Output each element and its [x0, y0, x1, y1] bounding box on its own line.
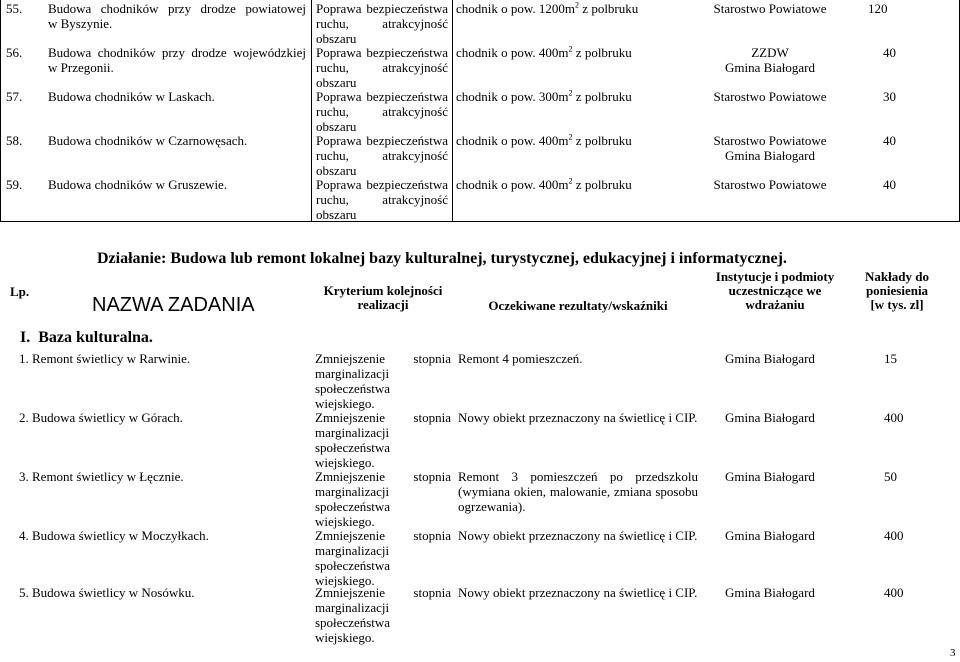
criterion-line: Zmniejszenie stopnia [315, 410, 451, 425]
expected-result: Remont 4 pomieszczeń. [458, 351, 583, 366]
table-row [0, 585, 960, 645]
criterion-line: społeczeństwa [315, 381, 391, 396]
criterion-line: wiejskiego. [315, 514, 375, 529]
institution: Starostwo Powiatowe [713, 89, 827, 104]
institution: Gmina Białogard [725, 148, 815, 163]
table-row [0, 469, 960, 529]
cost: 400 [884, 528, 904, 543]
table-row [0, 351, 960, 411]
cost: 120 [868, 1, 888, 16]
header-institutions-line: uczestniczące we [728, 283, 822, 298]
criterion-line: obszaru [316, 163, 357, 178]
expected-result: Nowy obiekt przeznaczony na świetlicę i CIP. [458, 585, 698, 600]
cost: 15 [884, 351, 897, 366]
task-name-line: Budowa chodników przy drodze powiatowej [48, 1, 306, 16]
header-task-name: NAZWA ZADANIA [92, 294, 255, 316]
institution: Starostwo Powiatowe [713, 1, 827, 16]
row-number: 58. [6, 133, 23, 148]
header-institutions-line: Instytucje i podmioty [715, 269, 835, 284]
row-number: 59. [6, 177, 23, 192]
cost: 40 [883, 133, 896, 148]
task-name-line: w Byszynie. [48, 16, 113, 31]
action-title: Działanie: Budowa lub remont lokalnej bazy kulturalnej, turystycznej, edukacyjnej i informatycznej. [97, 250, 787, 267]
cost: 40 [883, 45, 896, 60]
header-cost-line: poniesienia [865, 283, 929, 298]
institution: Starostwo Powiatowe [713, 133, 827, 148]
header-institutions-line: wdrażaniu [745, 297, 805, 312]
section-title: I. Baza kulturalna. [20, 329, 153, 346]
task-name: 5. Budowa świetlicy w Nosówku. [19, 585, 195, 600]
expected-result: chodnik o pow. $400m^2$ z polbruku [456, 176, 632, 192]
criterion-line: ruchu, atrakcyjność [316, 16, 448, 31]
task-name-line: w Przegonii. [48, 60, 114, 75]
criterion-line: wiejskiego. [315, 396, 375, 411]
cost: 400 [884, 410, 904, 425]
task-name: 1. Remont świetlicy w Rarwinie. [19, 351, 191, 366]
institution: ZZDW [751, 45, 789, 60]
criterion-line: społeczeństwa [315, 440, 391, 455]
task-name-line: Budowa chodników w Laskach. [48, 89, 215, 104]
row-56 [0, 44, 960, 89]
institution: Gmina Białogard [725, 351, 815, 366]
criterion-line: ruchu, atrakcyjność [316, 192, 448, 207]
header-lp: Lp. [10, 284, 30, 299]
row-57 [0, 88, 960, 133]
header-expected-results: Oczekiwane rezultaty/wskaźniki [488, 298, 668, 313]
criterion-line: Zmniejszenie stopnia [315, 528, 451, 543]
task-name: 4. Budowa świetlicy w Moczyłkach. [19, 528, 209, 543]
header-criterion-line: Kryterium kolejności [323, 283, 443, 298]
institution: Gmina Białogard [725, 585, 815, 600]
header-cost [852, 270, 942, 312]
criterion-line: Poprawa bezpieczeństwa [316, 177, 448, 192]
cost: 50 [884, 469, 897, 484]
header-institutions [700, 270, 850, 312]
criterion-line: Zmniejszenie stopnia [315, 469, 451, 484]
header-cost-line: Nakłady do [865, 269, 929, 284]
criterion-line: Poprawa bezpieczeństwa [316, 45, 448, 60]
task-name-line: Budowa chodników w Gruszewie. [48, 177, 228, 192]
header-criterion [318, 284, 448, 312]
expected-result-line: (wymiana okien, malowanie, zmiana sposobu [458, 484, 698, 499]
criterion-line: marginalizacji [315, 600, 390, 615]
criterion-line: wiejskiego. [315, 630, 375, 645]
institution: Gmina Białogard [725, 528, 815, 543]
header-criterion-line: realizacji [357, 297, 409, 312]
row-number: 57. [6, 89, 23, 104]
row-number: 55. [6, 1, 23, 16]
criterion-line: obszaru [316, 207, 357, 222]
cost: 400 [884, 585, 904, 600]
task-name: 2. Budowa świetlicy w Górach. [19, 410, 183, 425]
expected-result: Nowy obiekt przeznaczony na świetlicę i CIP. [458, 528, 698, 543]
task-name: 3. Remont świetlicy w Łęcznie. [19, 469, 184, 484]
row-58 [0, 132, 960, 177]
criterion-line: Poprawa bezpieczeństwa [316, 1, 448, 16]
criterion-line: marginalizacji [315, 425, 390, 440]
task-name-line: Budowa chodników przy drodze wojewódzkiej [48, 45, 306, 60]
table-row [0, 410, 960, 470]
expected-result: chodnik o pow. $400m^2$ z polbruku [456, 132, 632, 148]
criterion-line: obszaru [316, 31, 357, 46]
institution: Starostwo Powiatowe [713, 177, 827, 192]
expected-result-line: ogrzewania). [458, 499, 526, 514]
page-number: 3 [950, 647, 956, 659]
criterion-line: ruchu, atrakcyjność [316, 148, 448, 163]
institution: Gmina Białogard [725, 60, 815, 75]
criterion-line: Zmniejszenie stopnia [315, 351, 451, 366]
criterion-line: Poprawa bezpieczeństwa [316, 133, 448, 148]
row-number: 56. [6, 45, 23, 60]
institution: Gmina Białogard [725, 410, 815, 425]
criterion-line: Zmniejszenie stopnia [315, 585, 451, 600]
criterion-line: społeczeństwa [315, 558, 391, 573]
criterion-line: społeczeństwa [315, 615, 391, 630]
criterion-line: obszaru [316, 75, 357, 90]
row-55 [0, 0, 960, 45]
criterion-line: ruchu, atrakcyjność [316, 60, 448, 75]
institution: Gmina Białogard [725, 469, 815, 484]
criterion-line: wiejskiego. [315, 573, 375, 588]
criterion-line: ruchu, atrakcyjność [316, 104, 448, 119]
criterion-line: wiejskiego. [315, 455, 375, 470]
criterion-line: obszaru [316, 119, 357, 134]
task-name-line: Budowa chodników w Czarnowęsach. [48, 133, 248, 148]
criterion-line: marginalizacji [315, 366, 390, 381]
expected-result: chodnik o pow. $300m^2$ z polbruku [456, 88, 632, 104]
cost: 40 [883, 177, 896, 192]
criterion-line: marginalizacji [315, 543, 390, 558]
expected-result: chodnik o pow. $1200m^2$ z polbruku [456, 0, 639, 16]
criterion-line: marginalizacji [315, 484, 390, 499]
criterion-line: społeczeństwa [315, 499, 391, 514]
expected-result: Nowy obiekt przeznaczony na świetlicę i CIP. [458, 410, 698, 425]
header-cost-line: [w tys. zl] [870, 297, 924, 312]
row-59 [0, 176, 960, 221]
expected-result-line: Remont 3 pomieszczeń po przedszkolu [458, 469, 698, 484]
table-row [0, 528, 960, 588]
expected-result: chodnik o pow. $400m^2$ z polbruku [456, 44, 632, 60]
cost: 30 [883, 89, 896, 104]
criterion-line: Poprawa bezpieczeństwa [316, 89, 448, 104]
